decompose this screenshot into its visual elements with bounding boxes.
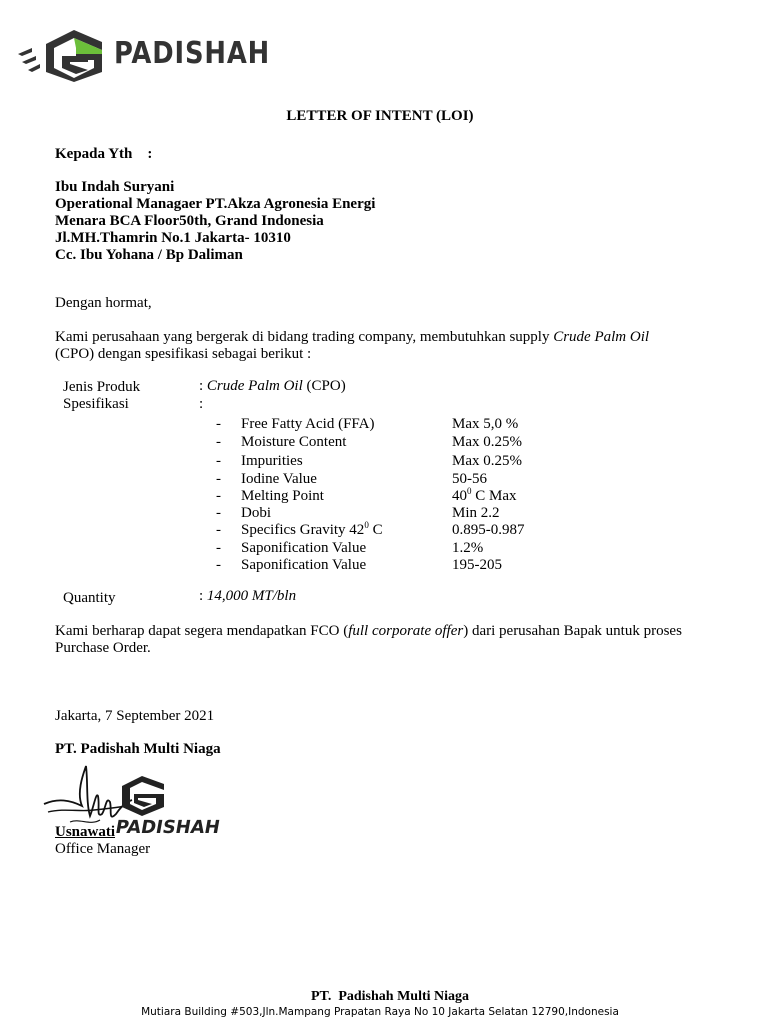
company-name: PT. Padishah Multi Niaga <box>55 741 221 757</box>
spec-colon: : <box>199 396 204 412</box>
spec-name: Saponification Value <box>241 540 367 556</box>
closing-text-a: Kami berharap dapat segera mendapatkan FCO ( <box>55 623 349 639</box>
closing-text-b: ) dari perusahan Bapak untuk proses <box>463 623 682 639</box>
intro-text: Kami perusahaan yang bergerak di bidang trading company, membutuhkan supply <box>55 329 554 345</box>
spec-label: Spesifikasi <box>63 396 129 412</box>
recipient-position: Operational Managaer PT.Akza Agronesia Energi <box>55 196 376 212</box>
product-name: Crude Palm Oil <box>206 378 303 394</box>
spec-name: Free Fatty Acid (FFA) <box>241 416 375 432</box>
spec-value: 1.2% <box>452 540 484 556</box>
brand-name: PADISHAH <box>114 36 271 71</box>
spec-name: Iodine Value <box>241 471 317 487</box>
closing-fco: full corporate offer <box>348 623 464 639</box>
spec-name: Impurities <box>241 453 303 469</box>
greeting: Dengan hormat, <box>55 295 152 311</box>
quantity-amount: 14,000 MT/bln <box>206 588 297 604</box>
product-label: Jenis Produk <box>63 379 141 395</box>
spec-value <box>452 488 517 505</box>
degree-superscript: 0 <box>364 520 369 530</box>
spec-dash: - <box>216 505 221 521</box>
spec-name: Saponification Value <box>241 557 367 573</box>
spec-dash: - <box>216 471 221 487</box>
spec-value-number: 40 <box>452 488 467 504</box>
spec-name-unit: C <box>368 522 383 538</box>
stamp-text: PADISHAH <box>113 817 222 838</box>
company-stamp-icon <box>118 776 170 816</box>
intro-line-2: (CPO) dengan spesifikasi sebagai berikut : <box>55 346 312 362</box>
spec-dash: - <box>216 453 221 469</box>
closing-line-2: Purchase Order. <box>55 640 151 656</box>
recipient-name: Ibu Indah Suryani <box>55 179 175 195</box>
spec-name: Moisture Content <box>241 434 347 450</box>
signatory-title: Office Manager <box>55 841 151 857</box>
spec-value-unit: C Max <box>471 488 517 504</box>
quantity-value <box>199 588 296 605</box>
letter-title: LETTER OF INTENT (LOI) <box>286 108 474 124</box>
quantity-label: Quantity <box>63 590 116 606</box>
spec-name-text: Specifics Gravity 42 <box>241 522 365 538</box>
quantity-colon: : <box>199 588 207 604</box>
spec-name: Dobi <box>241 505 271 521</box>
spec-value: Max 0.25% <box>452 453 522 469</box>
spec-dash: - <box>216 557 221 573</box>
spec-dash: - <box>216 416 221 432</box>
spec-value: Min 2.2 <box>452 505 500 521</box>
intro-product: Crude Palm Oil <box>553 329 650 345</box>
salutation-to: Kepada Yth : <box>55 146 153 162</box>
product-colon: : <box>199 378 207 394</box>
date-place: Jakarta, 7 September 2021 <box>55 708 215 724</box>
product-suffix: (CPO) <box>302 378 346 394</box>
spec-dash: - <box>216 540 221 556</box>
product-value <box>199 378 346 395</box>
spec-dash: - <box>216 522 221 538</box>
spec-value: 0.895-0.987 <box>452 522 525 538</box>
footer-company: PT. Padishah Multi Niaga <box>310 989 470 1004</box>
recipient-street: Jl.MH.Thamrin No.1 Jakarta- 10310 <box>55 230 291 246</box>
spec-dash: - <box>216 434 221 450</box>
stamp-wordmark <box>113 814 222 838</box>
spec-value: 195-205 <box>452 557 502 573</box>
signatory-name <box>55 824 115 841</box>
recipient-cc: Cc. Ibu Yohana / Bp Daliman <box>55 247 243 263</box>
signatory-name-text: Usnawati <box>55 824 116 840</box>
spec-name <box>241 522 383 539</box>
spec-value: Max 0.25% <box>452 434 522 450</box>
spec-dash: - <box>216 488 221 504</box>
recipient-building: Menara BCA Floor50th, Grand Indonesia <box>55 213 324 229</box>
degree-superscript: 0 <box>467 486 472 496</box>
footer-address: Mutiara Building #503,Jln.Mampang Prapatan Raya No 10 Jakarta Selatan 12790,Indonesia <box>141 1006 619 1018</box>
spec-name: Melting Point <box>241 488 324 504</box>
closing-line-1 <box>55 623 682 640</box>
spec-value: 50-56 <box>452 471 487 487</box>
intro-line-1 <box>55 329 649 346</box>
spec-value: Max 5,0 % <box>452 416 519 432</box>
